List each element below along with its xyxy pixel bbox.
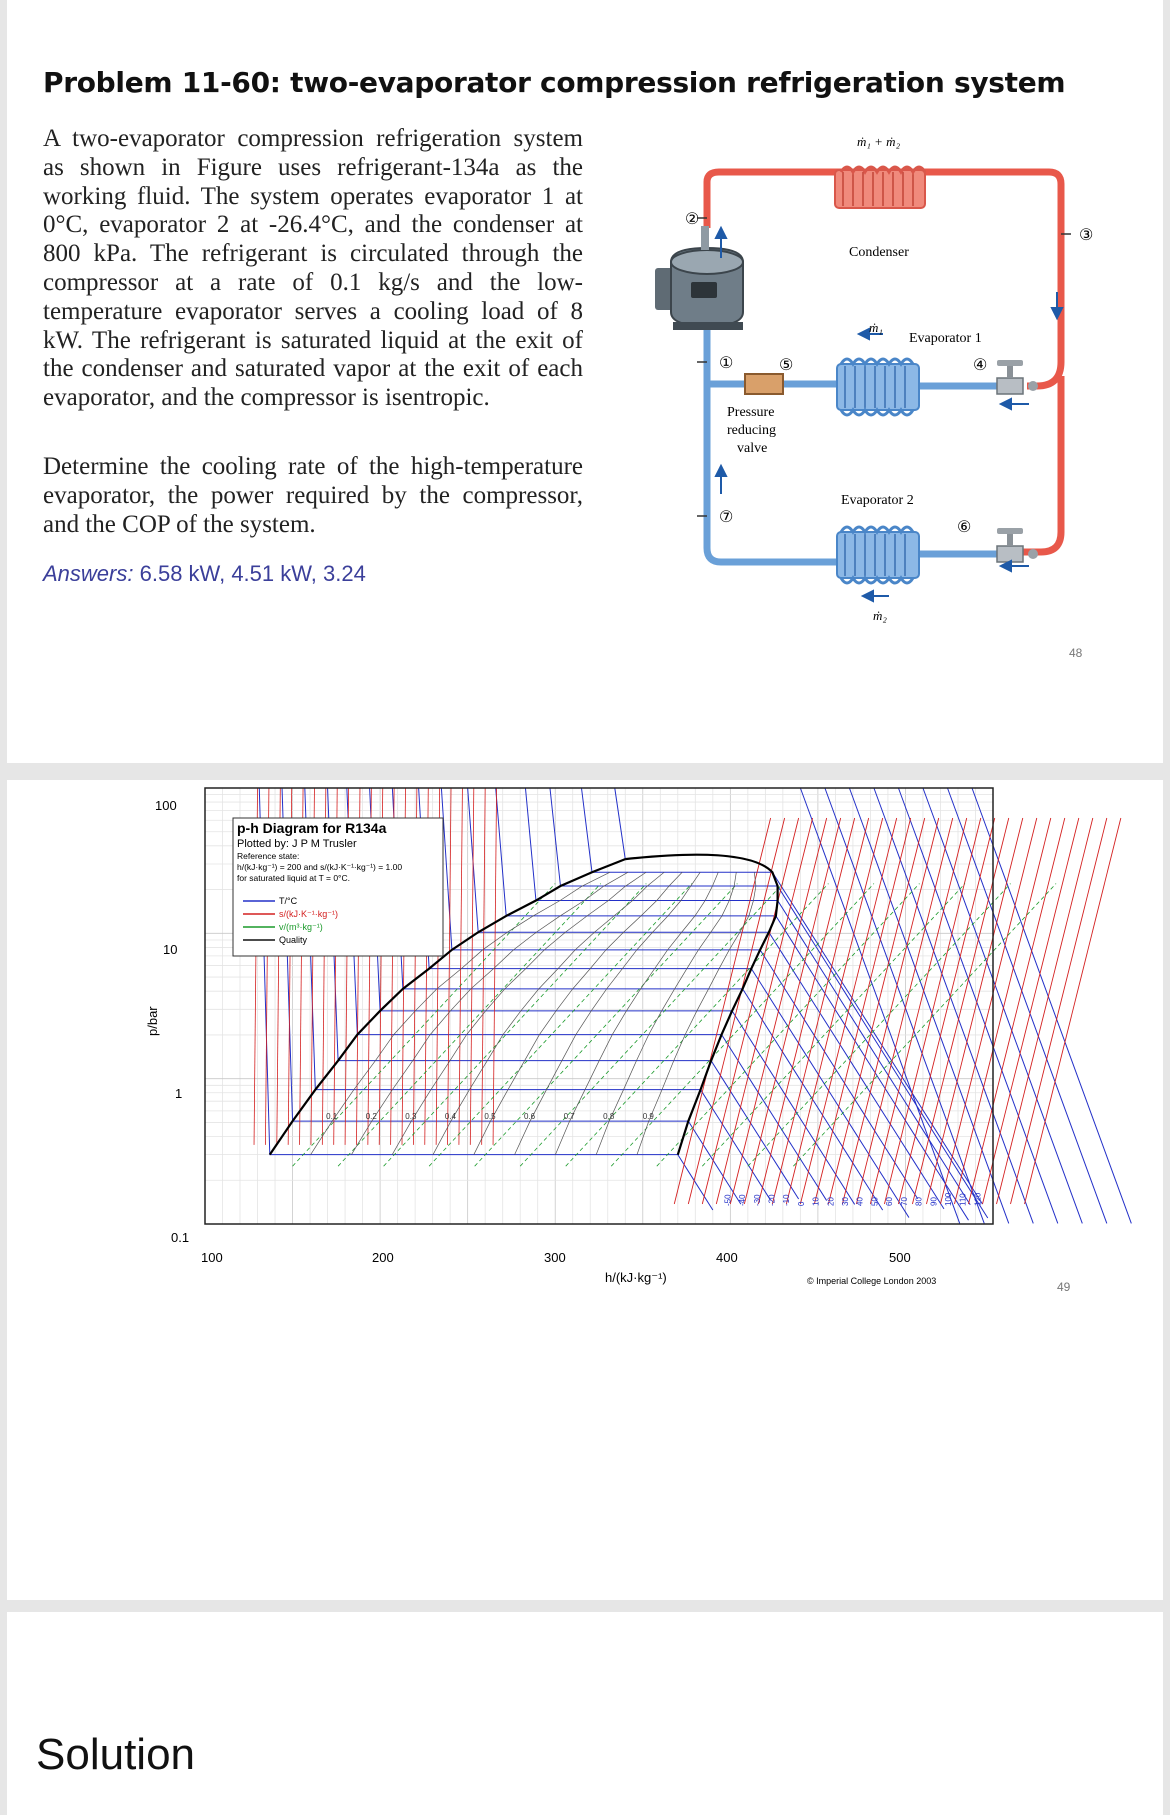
flow-total-label: ṁ₁ + ṁ₂ — [857, 134, 901, 149]
quality-label: 0.1 — [326, 1112, 338, 1122]
evaporator2-label: Evaporator 2 — [841, 493, 914, 508]
temperature-label: 70 — [899, 1197, 909, 1206]
slide-problem — [7, 0, 1163, 763]
temperature-label: 80 — [914, 1197, 924, 1206]
temperature-label: 20 — [826, 1197, 836, 1206]
quality-label: 0.3 — [405, 1112, 417, 1122]
y-axis-label: p/bar — [145, 1006, 160, 1036]
isochore-line — [657, 884, 920, 1167]
expansion-valve2-icon — [997, 528, 1038, 562]
legend-item-entropy: s/(kJ·K⁻¹·kg⁻¹) — [279, 909, 338, 919]
legend-ref3: for saturated liquid at T = 0°C. — [237, 873, 350, 883]
pressure-reducing-valve-icon — [745, 374, 783, 394]
x-tick-100: 100 — [201, 1250, 223, 1265]
evaporator1-coil — [837, 359, 919, 415]
temperature-label: 100 — [943, 1192, 953, 1206]
problem-title: Problem 11-60: two-evaporator compression refrigeration system — [43, 66, 1066, 99]
slide-solution — [7, 1612, 1163, 1815]
isentrope-line — [968, 818, 1064, 1204]
slide-ph-diagram — [7, 780, 1163, 1600]
legend-item-volume: v/(m³·kg⁻¹) — [279, 922, 323, 932]
temperature-label: -20 — [767, 1194, 777, 1206]
chart-legend — [233, 818, 443, 956]
quality-label: 0.6 — [524, 1112, 536, 1122]
compressor-icon — [655, 226, 743, 330]
temperature-label: 10 — [811, 1197, 821, 1206]
answers — [43, 561, 366, 587]
isentrope-line — [870, 818, 966, 1204]
isotherm-line — [972, 788, 1131, 1223]
isochore-line — [475, 884, 738, 1167]
legend-ref: Reference state: — [237, 851, 300, 861]
ph-diagram-chart — [7, 780, 1163, 1600]
isotherm-line — [898, 788, 1057, 1223]
legend-item-quality: Quality — [279, 935, 308, 945]
evaporator2-coil — [837, 527, 919, 583]
isentrope-line — [912, 818, 1008, 1204]
isochore-line — [429, 884, 692, 1167]
condenser-label: Condenser — [849, 245, 909, 260]
flow1-label: ṁ₁ — [869, 320, 883, 335]
page-number: 48 — [1069, 646, 1083, 660]
x-tick-500: 500 — [889, 1250, 911, 1265]
quality-line — [555, 872, 718, 1154]
x-tick-300: 300 — [544, 1250, 566, 1265]
condenser-coil — [835, 167, 925, 208]
isotherm-line — [615, 788, 626, 859]
evaporator1-label: Evaporator 1 — [909, 331, 982, 346]
problem-statement: A two-evaporator compression refrigeration system as shown in Figure uses refrigerant-134a as the working fluid. The system operates evaporator 1 at 0°C, evaporator 2 at -26.4°C, and the condenser at 800 kPa. The refrigerant is circulated through the compressor at a rate of 0.1 kg/s and the low-temperature evaporator serves a cooling load of 8 kW. The refrigerant is saturated liquid at the exit of the condenser and saturated vapor at the exit of each evaporator, and the compressor is isentropic. — [43, 125, 583, 412]
answers-value: 6.58 kW, 4.51 kW, 3.24 — [139, 561, 366, 586]
isotherm-line — [800, 788, 959, 1223]
y-tick-1: 1 — [175, 1086, 183, 1101]
isentrope-line — [982, 818, 1078, 1204]
temperature-label: 120 — [973, 1192, 983, 1206]
x-tick-400: 400 — [716, 1250, 738, 1265]
temperature-label: 40 — [855, 1197, 865, 1206]
flow2-label: ṁ₂ — [873, 608, 887, 623]
state-7-label: ⑦ — [719, 509, 734, 526]
isentrope-line — [828, 818, 924, 1204]
legend-item-temperature: T/°C — [279, 896, 298, 906]
temperature-label: 110 — [958, 1193, 968, 1206]
temperature-label: -10 — [782, 1194, 792, 1206]
page-number-2: 49 — [1057, 1280, 1071, 1294]
temperature-label: 50 — [870, 1197, 880, 1206]
solution-heading: Solution — [36, 1730, 196, 1779]
isotherm-line — [923, 788, 1082, 1223]
temperature-label: -40 — [738, 1194, 748, 1206]
isentrope-line — [459, 788, 463, 1145]
x-axis-label: h/(kJ·kg⁻¹) — [605, 1270, 667, 1285]
isotherm-line — [825, 788, 984, 1223]
problem-question: Determine the cooling rate of the high-temperature evaporator, the power required by the compressor, and the COP of the system. — [43, 453, 583, 538]
x-tick-200: 200 — [372, 1250, 394, 1265]
valve-label-line1: Pressure — [727, 405, 775, 420]
isentrope-line — [811, 818, 910, 1206]
temperature-label: -50 — [723, 1194, 733, 1206]
state-5-label: ⑤ — [779, 357, 794, 374]
legend-ref2: h/(kJ·kg⁻¹) = 200 and s/(kJ·K⁻¹·kg⁻¹) = 1.00 — [237, 862, 403, 872]
quality-label: 0.9 — [642, 1112, 654, 1122]
isentrope-line — [954, 818, 1050, 1204]
quality-line — [637, 872, 756, 1154]
isentrope-line — [1011, 818, 1107, 1204]
isentrope-line — [926, 818, 1022, 1204]
y-tick-10: 10 — [163, 942, 178, 957]
legend-title: p-h Diagram for R134a — [237, 820, 387, 836]
isentrope-line — [772, 818, 868, 1204]
isentrope-line — [1025, 818, 1121, 1204]
state-2-label: ② — [685, 211, 700, 228]
state-6-label: ⑥ — [957, 519, 972, 536]
state-3-label: ③ — [1079, 227, 1094, 244]
isentrope-line — [730, 818, 826, 1204]
expansion-valve1-icon — [997, 360, 1038, 394]
isotherm-line — [441, 788, 917, 1199]
state-4-label: ④ — [973, 357, 988, 374]
refrigeration-schematic — [647, 120, 1107, 640]
isotherm-line — [947, 788, 1106, 1223]
temperature-label: 0 — [796, 1201, 806, 1206]
legend-author: Plotted by: J P M Trusler — [237, 838, 357, 850]
y-tick-100: 100 — [155, 798, 177, 813]
y-tick-0-1: 0.1 — [171, 1230, 190, 1245]
quality-label: 0.8 — [603, 1112, 615, 1122]
valve-label-line3: valve — [737, 441, 768, 456]
state-1-label: ① — [719, 355, 734, 372]
answers-label: Answers: — [43, 561, 134, 586]
temperature-label: 30 — [841, 1197, 851, 1206]
chart-copyright: © Imperial College London 2003 — [807, 1276, 937, 1286]
quality-label: 0.5 — [484, 1112, 496, 1122]
temperature-label: 90 — [929, 1197, 939, 1206]
quality-label: 0.2 — [365, 1112, 377, 1122]
valve-label-line2: reducing — [727, 423, 776, 438]
temperature-label: 60 — [885, 1197, 895, 1206]
isentrope-line — [482, 788, 486, 1145]
temperature-label: -30 — [752, 1194, 762, 1206]
quality-label: 0.4 — [444, 1112, 456, 1122]
quality-label: 0.7 — [563, 1112, 575, 1122]
